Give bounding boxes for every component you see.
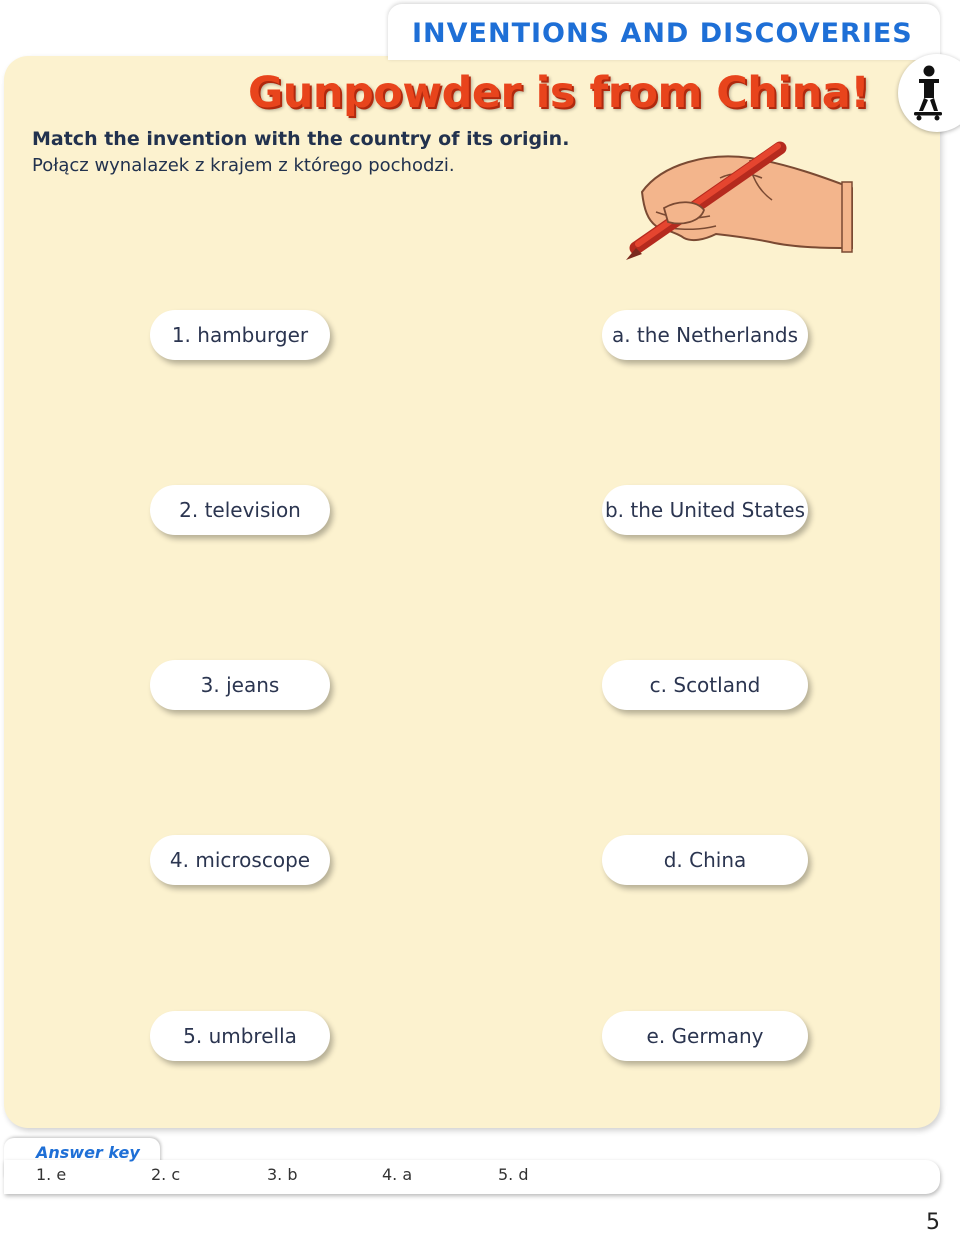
invention-item[interactable]: 1. hamburger bbox=[150, 310, 330, 360]
invention-item[interactable]: 5. umbrella bbox=[150, 1011, 330, 1061]
invention-item[interactable]: 3. jeans bbox=[150, 660, 330, 710]
page-title: Gunpowder is from China! bbox=[248, 68, 870, 118]
answer-item: 3. b bbox=[267, 1165, 298, 1184]
answer-item: 2. c bbox=[151, 1165, 181, 1184]
country-item[interactable]: c. Scotland bbox=[602, 660, 808, 710]
country-item[interactable]: a. the Netherlands bbox=[602, 310, 808, 360]
hand-holding-pen-icon bbox=[600, 130, 860, 310]
country-item[interactable]: e. Germany bbox=[602, 1011, 808, 1061]
invention-item[interactable]: 2. television bbox=[150, 485, 330, 535]
page-number: 5 bbox=[926, 1210, 940, 1234]
answer-item: 4. a bbox=[382, 1165, 413, 1184]
instruction-polish: Połącz wynalazek z krajem z którego pochodzi. bbox=[32, 155, 455, 176]
country-item[interactable]: d. China bbox=[602, 835, 808, 885]
answer-item: 5. d bbox=[498, 1165, 529, 1184]
instruction-english: Match the invention with the country of its origin. bbox=[32, 128, 570, 150]
series-title: INVENTIONS AND DISCOVERIES bbox=[412, 18, 913, 49]
answer-key-bar bbox=[4, 1160, 940, 1194]
answer-item: 1. e bbox=[36, 1165, 67, 1184]
answer-key-label: Answer key bbox=[36, 1143, 140, 1162]
invention-item[interactable]: 4. microscope bbox=[150, 835, 330, 885]
country-item[interactable]: b. the United States bbox=[602, 485, 808, 535]
